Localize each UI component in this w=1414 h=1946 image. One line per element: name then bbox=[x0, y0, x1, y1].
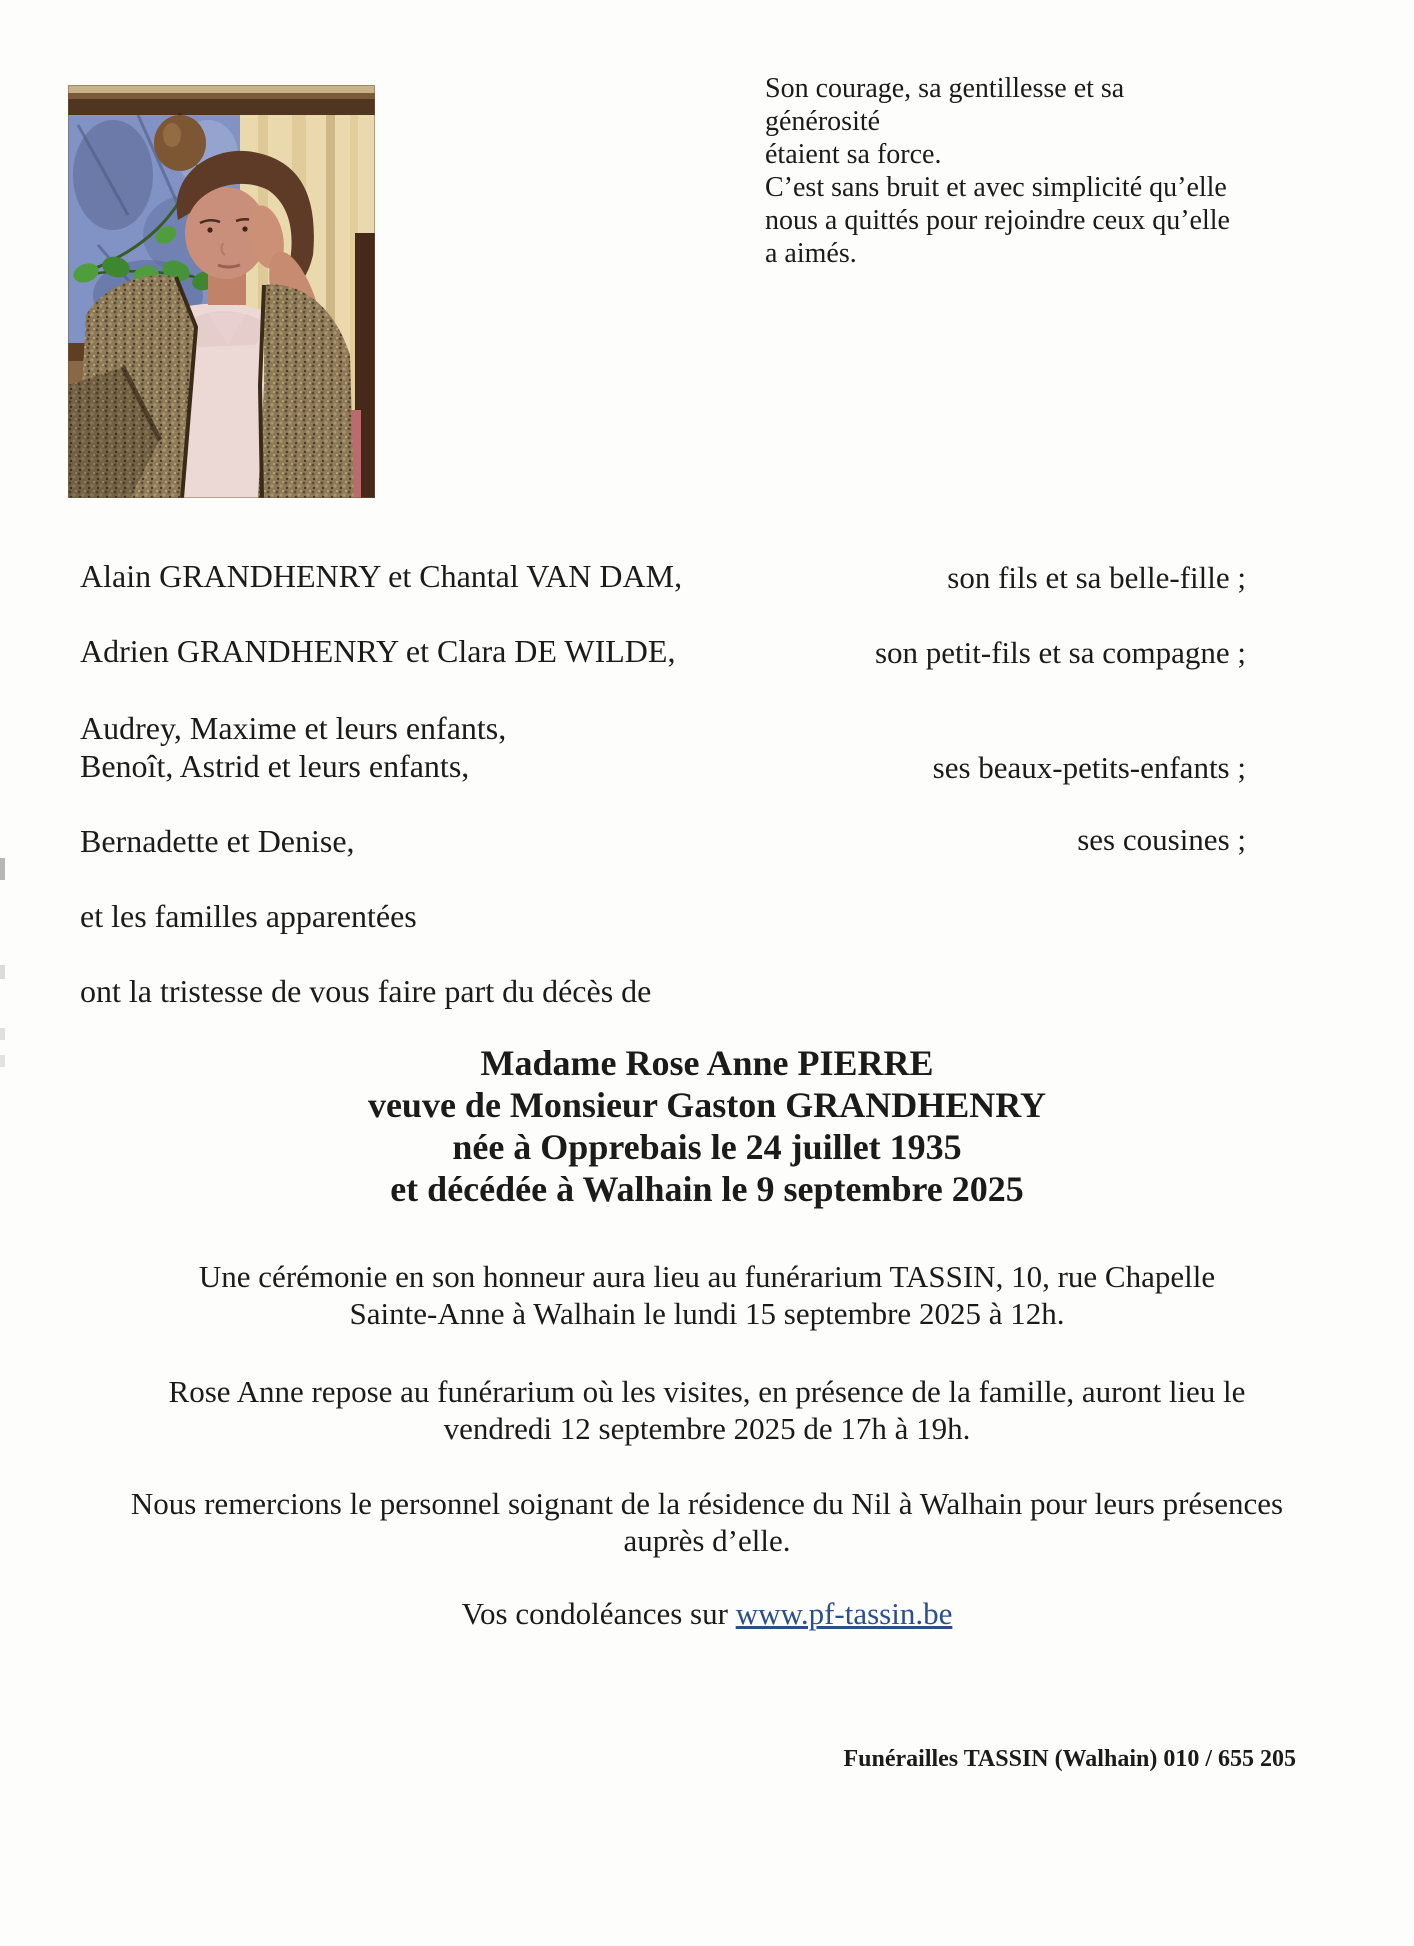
condolences-link[interactable]: www.pf-tassin.be bbox=[735, 1596, 953, 1631]
deceased-death-line: et décédée à Walhain le 9 septembre 2025 bbox=[390, 1169, 1024, 1209]
epitaph-line: nous a quittés pour rejoindre ceux qu’elle bbox=[765, 205, 1230, 236]
condolences-prefix: Vos condoléances sur bbox=[461, 1596, 736, 1631]
portrait-photo-illustration bbox=[68, 85, 375, 498]
ceremony-line1: Une cérémonie en son honneur aura lieu au funérarium TASSIN, 10, rue Chapelle bbox=[198, 1259, 1216, 1294]
family-names-row4: Bernadette et Denise, bbox=[80, 823, 355, 859]
deceased-identity-block bbox=[17, 1042, 1397, 1210]
family-relation-row2: son petit-fils et sa compagne ; bbox=[874, 635, 1246, 670]
condolences-line bbox=[80, 1596, 1334, 1632]
family-names-row3-line1: Audrey, Maxime et leurs enfants, bbox=[80, 710, 507, 746]
thanks-paragraph bbox=[80, 1485, 1334, 1559]
deceased-name: Madame Rose Anne PIERRE bbox=[480, 1043, 934, 1083]
thanks-line1: Nous remercions le personnel soignant de la résidence du Nil à Walhain pour leurs présences bbox=[130, 1486, 1284, 1521]
visitation-line1: Rose Anne repose au funérarium où les visites, en présence de la famille, auront lieu le bbox=[168, 1374, 1246, 1409]
scan-artifact-mark bbox=[0, 1028, 5, 1040]
visitation-paragraph bbox=[80, 1373, 1334, 1447]
thanks-line2: auprès d’elle. bbox=[623, 1523, 791, 1558]
portrait-photo bbox=[68, 85, 375, 498]
family-names-row2: Adrien GRANDHENRY et Clara DE WILDE, bbox=[80, 633, 676, 669]
epitaph-line: a aimés. bbox=[765, 238, 857, 269]
announcement-intro: ont la tristesse de vous faire part du décès de bbox=[80, 973, 652, 1009]
family-extra-line: et les familles apparentées bbox=[80, 898, 417, 934]
epitaph-line: C’est sans bruit et avec simplicité qu’elle bbox=[765, 172, 1227, 203]
deceased-birth-line: née à Opprebais le 24 juillet 1935 bbox=[452, 1127, 962, 1167]
ceremony-paragraph bbox=[80, 1258, 1334, 1332]
scan-artifact-mark bbox=[0, 1055, 5, 1067]
funeral-home-footer: Funérailles TASSIN (Walhain) 010 / 655 205 bbox=[843, 1746, 1296, 1772]
ceremony-line2: Sainte-Anne à Walhain le lundi 15 septembre 2025 à 12h. bbox=[349, 1296, 1065, 1331]
visitation-line2: vendredi 12 septembre 2025 de 17h à 19h. bbox=[443, 1411, 971, 1446]
family-names-row1: Alain GRANDHENRY et Chantal VAN DAM, bbox=[80, 558, 683, 594]
scan-artifact-mark bbox=[0, 965, 5, 979]
family-relation-row4: ses cousines ; bbox=[1077, 822, 1246, 857]
deceased-widow-line: veuve de Monsieur Gaston GRANDHENRY bbox=[367, 1085, 1047, 1125]
family-relation-row1: son fils et sa belle-fille ; bbox=[947, 560, 1246, 595]
family-relation-row3: ses beaux-petits-enfants ; bbox=[932, 750, 1246, 785]
epitaph-text bbox=[765, 72, 1245, 270]
family-names-row3-line2: Benoît, Astrid et leurs enfants, bbox=[80, 748, 470, 784]
scan-artifact-mark bbox=[0, 858, 5, 880]
epitaph-line: Son courage, sa gentillesse et sa générosité bbox=[765, 73, 1125, 137]
epitaph-line: étaient sa force. bbox=[765, 139, 942, 170]
